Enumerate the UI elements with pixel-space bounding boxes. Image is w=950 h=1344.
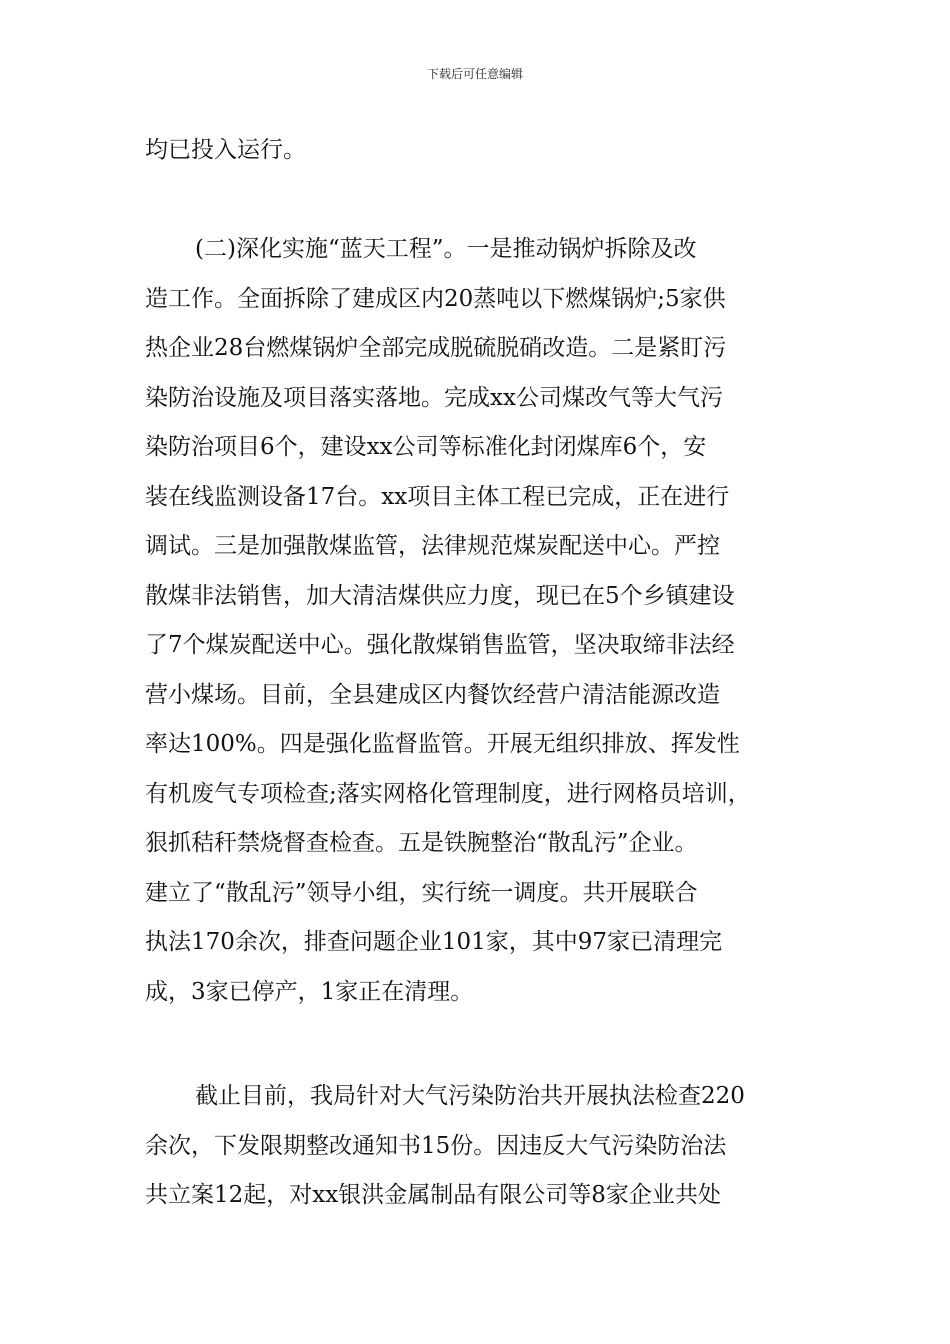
text-line: 造工作。全面拆除了建成区内20蒸吨以下燃煤锅炉;5家供 bbox=[145, 285, 726, 312]
text-line: 装在线监测设备17台。xx项目主体工程已完成，正在进行 bbox=[145, 483, 730, 510]
paragraph-2 bbox=[145, 225, 810, 1017]
paragraph-1 bbox=[145, 126, 810, 176]
text-line: 均已投入运行。 bbox=[145, 137, 306, 163]
paragraph-3 bbox=[145, 1072, 810, 1221]
text-line: 成，3家已停产，1家正在清理。 bbox=[145, 978, 474, 1005]
text-line: 共立案12起，对xx银洪金属制品有限公司等8家企业共处 bbox=[145, 1182, 721, 1208]
text-line: (二)深化实施“蓝天工程”。一是推动锅炉拆除及改 bbox=[195, 236, 697, 262]
text-line: 率达100%。四是强化监督监管。开展无组织排放、挥发性 bbox=[145, 731, 740, 757]
text-line: 截止目前，我局针对大气污染防治共开展执法检查220 bbox=[195, 1083, 745, 1109]
text-line: 了7个煤炭配送中心。强化散煤销售监管，坚决取缔非法经 bbox=[145, 632, 735, 658]
text-line: 狠抓秸秆禁烧督查检查。五是铁腕整治“散乱污”企业。 bbox=[145, 830, 698, 856]
text-line: 营小煤场。目前，全县建成区内餐饮经营户清洁能源改造 bbox=[145, 681, 720, 708]
text-line: 建立了“散乱污”领导小组，实行统一调度。共开展联合 bbox=[145, 879, 698, 906]
text-line: 有机废气专项检查;落实网格化管理制度，进行网格员培训， bbox=[145, 780, 751, 807]
text-line: 染防治项目6个，建设xx公司等标准化封闭煤库6个，安 bbox=[145, 434, 707, 460]
text-line: 余次，下发限期整改通知书15份。因违反大气污染防治法 bbox=[145, 1132, 727, 1159]
page-header: 下载后可任意编辑 bbox=[426, 67, 523, 81]
text-line: 散煤非法销售，加大清洁煤供应力度，现已在5个乡镇建设 bbox=[145, 582, 735, 609]
text-line: 执法170余次，排查问题企业101家，其中97家已清理完 bbox=[145, 929, 723, 955]
text-line: 热企业28台燃煤锅炉全部完成脱硫脱硝改造。二是紧盯污 bbox=[145, 335, 727, 361]
text-line: 调试。三是加强散煤监管，法律规范煤炭配送中心。严控 bbox=[145, 533, 720, 559]
text-line: 染防治设施及项目落实落地。完成xx公司煤改气等大气污 bbox=[145, 384, 723, 411]
